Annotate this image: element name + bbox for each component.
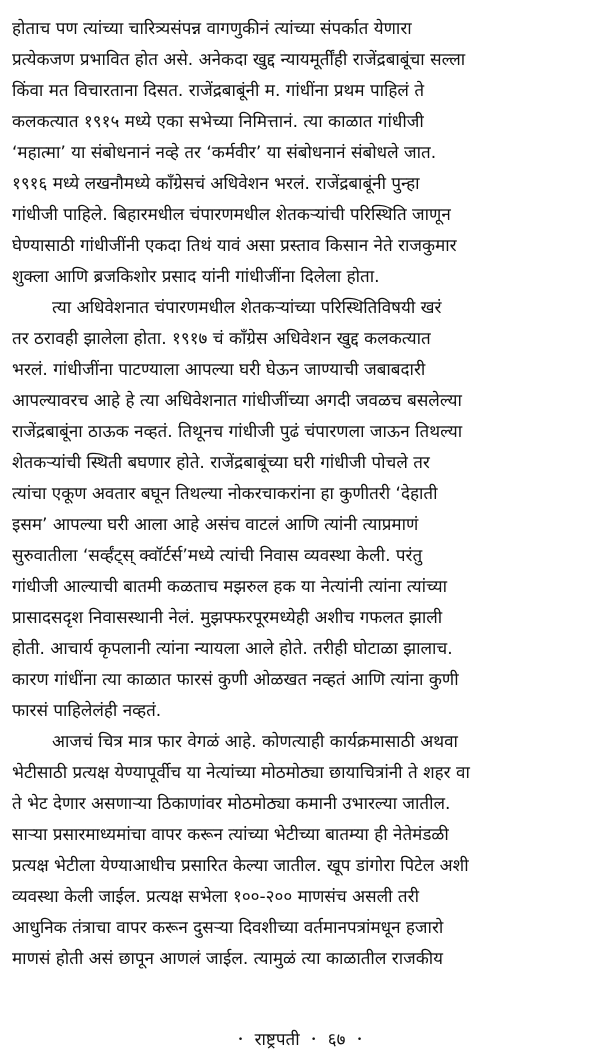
text-line: फारसं पाहिलेलंही नव्हतं.: [12, 701, 162, 721]
text-line: भेटीसाठी प्रत्यक्ष येण्यापूर्वीच या नेत्यांच्या मोठमोठ्या छायाचित्रांनी ते शहर वा: [12, 763, 470, 783]
text-line: आजचं चित्र मात्र फार वेगळं आहे. कोणत्याही कार्यक्रमासाठी अथवा: [52, 732, 458, 752]
text-line: माणसं होती असं छापून आणलं जाईल. त्यामुळं त्या काळातील राजकीय: [12, 949, 444, 969]
text-line: गांधीजी आल्याची बातमी कळताच मझरुल हक या नेत्यांनी त्यांना त्यांच्या: [12, 577, 448, 597]
text-line: ‘महात्मा’ या संबोधनानं नव्हे तर ‘कर्मवीर’ या संबोधनानं संबोधले जात.: [12, 143, 437, 163]
text-line: आपल्यावरच आहे हे त्या अधिवेशनात गांधीजींच्या अगदी जवळच बसलेल्या: [12, 391, 462, 411]
text-line: त्यांचा एकूण अवतार बघून तिथल्या नोकरचाकरांना हा कुणीतरी ‘देहाती: [12, 484, 438, 504]
text-line: प्रत्येकजण प्रभावित होत असे. अनेकदा खुद्द न्यायमूर्तींही राजेंद्रबाबूंचा सल्ला: [12, 50, 466, 70]
bullet-icon: •: [356, 1035, 363, 1045]
text-line: १९१६ मध्ये लखनौमध्ये कॉंग्रेसचं अधिवेशन भरलं. राजेंद्रबाबूंनी पुन्हा: [12, 174, 420, 194]
text-line: कलकत्यात १९१५ मध्ये एका सभेच्या निमित्तानं. त्या काळात गांधीजी: [12, 112, 424, 132]
text-line: राजेंद्रबाबूंना ठाऊक नव्हतं. तिथूनच गांधीजी पुढं चंपारणला जाऊन तिथल्या: [12, 422, 463, 442]
bullet-icon: •: [311, 1035, 317, 1045]
text-line: घेण्यासाठी गांधीजींनी एकदा तिथं यावं असा प्रस्ताव किसान नेते राजकुमार: [12, 236, 457, 256]
text-line: किंवा मत विचारताना दिसत. राजेंद्रबाबूंनी म. गांधींना प्रथम पाहिलं ते: [12, 81, 425, 101]
text-line: साऱ्या प्रसारमाध्यमांचा वापर करून त्यांच्या भेटीच्या बातम्या ही नेतेमंडळी: [12, 825, 449, 845]
text-line: शेतकऱ्यांची स्थिती बघणार होते. राजेंद्रबाबूंच्या घरी गांधीजी पोचले तर: [12, 453, 430, 473]
text-line: आधुनिक तंत्राचा वापर करून दुसऱ्या दिवशीच्या वर्तमानपत्रांमधून हजारो: [12, 918, 444, 938]
text-line: गांधीजी पाहिले. बिहारमधील चंपारणमधील शेतकऱ्यांची परिस्थिति जाणून: [12, 205, 451, 225]
page-number: ६७: [327, 1030, 346, 1050]
text-line: प्रत्यक्ष भेटीला येण्याआधीच प्रसारित केल्या जातील. खूप डांगोरा पिटेल अशी: [12, 856, 469, 876]
text-line: होती. आचार्य कृपलानी त्यांना न्यायला आले होते. तरीही घोटाळा झालाच.: [12, 639, 453, 659]
text-line: शुक्ला आणि ब्रजकिशोर प्रसाद यांनी गांधीजींना दिलेला होता.: [12, 267, 380, 287]
text-line: तर ठरावही झालेला होता. १९१७ चं कॉंग्रेस अधिवेशन खुद्द कलकत्यात: [12, 329, 431, 349]
text-line: कारण गांधींना त्या काळात फारसं कुणी ओळखत नव्हतं आणि त्यांना कुणी: [12, 670, 459, 690]
page-footer: [0, 1028, 600, 1052]
body-text: [12, 14, 592, 975]
text-line: सुरुवातीला ‘सर्व्हंट्स् क्वॉर्टर्स’मध्ये त्यांची निवास व्यवस्था केली. परंतु: [12, 546, 423, 566]
text-line: होताच पण त्यांच्या चारित्र्यसंपन्न वागणुकीनं त्यांच्या संपर्कात येणारा: [12, 19, 412, 39]
bullet-icon: •: [237, 1035, 244, 1045]
running-title: राष्ट्रपती: [254, 1030, 300, 1050]
text-line: ते भेट देणार असणाऱ्या ठिकाणांवर मोठमोठ्या कमानी उभारल्या जातील.: [12, 794, 451, 814]
text-line: इसम’ आपल्या घरी आला आहे असंच वाटलं आणि त्यांनी त्याप्रमाणं: [12, 515, 419, 535]
text-line: प्रासादसदृश निवासस्थानी नेलं. मुझफ्फरपूरमध्येही अशीच गफलत झाली: [12, 608, 443, 628]
text-line: भरलं. गांधीजींना पाटण्याला आपल्या घरी घेऊन जाण्याची जबाबदारी: [12, 360, 426, 380]
text-line: व्यवस्था केली जाईल. प्रत्यक्ष सभेला १००-२०० माणसंच असली तरी: [12, 887, 419, 907]
text-line: त्या अधिवेशनात चंपारणमधील शेतकऱ्यांच्या परिस्थितिविषयी खरं: [52, 298, 442, 318]
